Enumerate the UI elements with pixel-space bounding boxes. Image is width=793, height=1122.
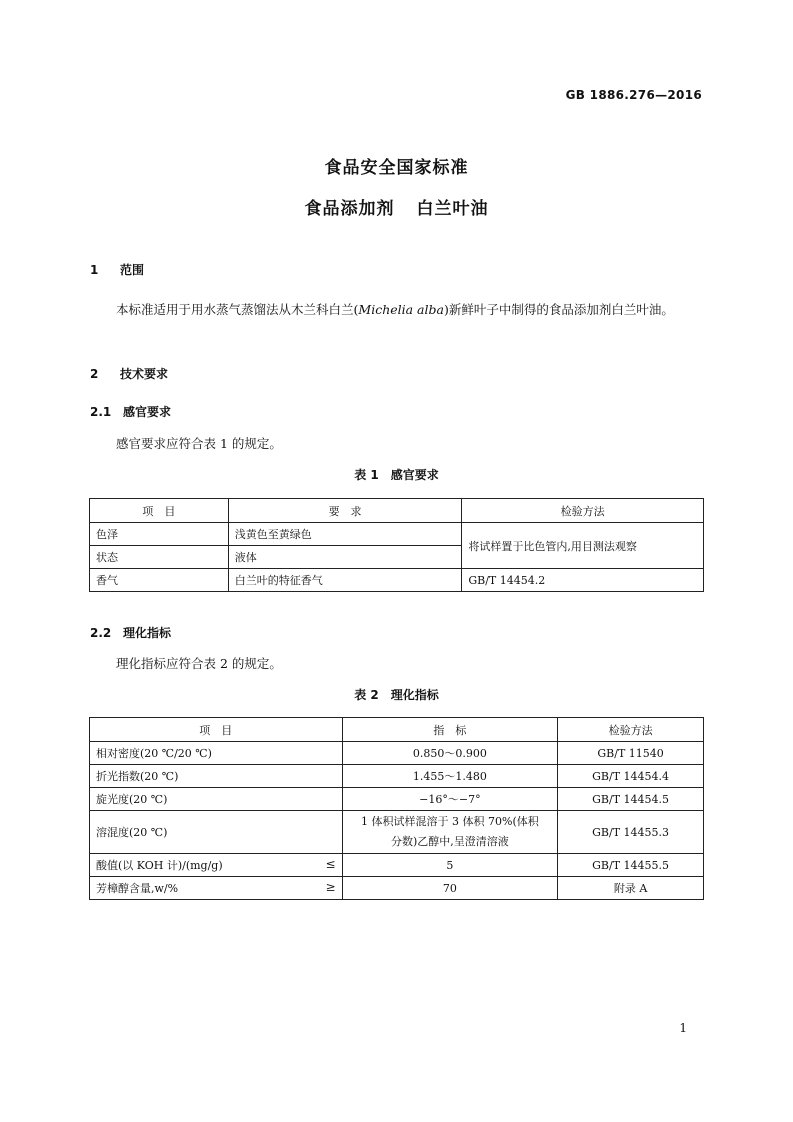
section-number: 2.2 <box>90 626 112 640</box>
table-row <box>90 877 704 900</box>
row-method-merged: 将试样置于比色管内,用目测法观察 <box>462 523 704 569</box>
section-title: 理化指标 <box>123 626 172 640</box>
section-2-1-text: 感官要求应符合表 1 的规定。 <box>116 436 282 451</box>
comparison-symbol: ≤ <box>325 857 336 871</box>
table-title: 理化指标 <box>390 688 439 702</box>
table-row <box>90 854 704 877</box>
row-requirement: 液体 <box>228 546 462 569</box>
physicochemical-table <box>89 717 704 900</box>
table-row <box>90 569 704 592</box>
row-method: GB/T 14455.3 <box>558 811 704 854</box>
table-2-caption <box>0 686 793 703</box>
section-number: 2.1 <box>90 405 112 419</box>
row-value <box>342 811 558 854</box>
table-row <box>90 523 704 546</box>
row-item: 色泽 <box>90 523 229 546</box>
section-2-2-text: 理化指标应符合表 2 的规定。 <box>116 656 282 671</box>
table-number: 表 2 <box>354 688 379 702</box>
row-item: 旋光度(20 ℃) <box>90 788 343 811</box>
section-title: 范围 <box>120 263 145 277</box>
scope-text-b: )新鲜叶子中制得的食品添加剂白兰叶油。 <box>443 302 674 317</box>
row-requirement: 浅黄色至黄绿色 <box>228 523 462 546</box>
header-requirement: 要 求 <box>228 499 462 523</box>
sensory-requirements-table <box>89 498 704 592</box>
scope-text-a: 本标准适用于用水蒸气蒸馏法从木兰科白兰( <box>116 302 359 317</box>
row-method: GB/T 14454.5 <box>558 788 704 811</box>
document-subtitle <box>0 194 793 219</box>
row-item-text: 芳樟醇含量,w/% <box>96 882 179 895</box>
row-item <box>90 877 343 900</box>
section-1-heading <box>90 261 144 278</box>
row-value: 0.850～0.900 <box>342 742 558 765</box>
latin-name: Michelia alba <box>358 302 444 317</box>
row-item <box>90 854 343 877</box>
header-method: 检验方法 <box>462 499 704 523</box>
row-requirement: 白兰叶的特征香气 <box>228 569 462 592</box>
standard-code: GB 1886.276—2016 <box>565 88 702 102</box>
table-row <box>90 765 704 788</box>
table-1-caption <box>0 466 793 483</box>
section-title: 感官要求 <box>123 405 172 419</box>
scope-paragraph <box>90 298 704 322</box>
table-row <box>90 788 704 811</box>
row-method: GB/T 14454.4 <box>558 765 704 788</box>
row-item: 状态 <box>90 546 229 569</box>
header-item: 项 目 <box>90 718 343 742</box>
header-index: 指 标 <box>342 718 558 742</box>
row-item-text: 酸值(以 KOH 计)/(mg/g) <box>96 859 223 872</box>
section-title: 技术要求 <box>120 367 169 381</box>
subtitle-part-1: 食品添加剂 <box>304 199 395 219</box>
row-method: GB/T 14455.5 <box>558 854 704 877</box>
section-2-1-heading <box>90 403 171 420</box>
row-value: 70 <box>342 877 558 900</box>
section-number: 2 <box>90 367 99 381</box>
row-item: 溶混度(20 ℃) <box>90 811 343 854</box>
document-title: 食品安全国家标准 <box>324 158 469 178</box>
row-method: GB/T 11540 <box>558 742 704 765</box>
row-value: 5 <box>342 854 558 877</box>
table-title: 感官要求 <box>390 468 439 482</box>
table-number: 表 1 <box>354 468 379 482</box>
section-2-heading <box>90 365 168 382</box>
section-number: 1 <box>90 263 99 277</box>
row-method: 附录 A <box>558 877 704 900</box>
table-row <box>90 742 704 765</box>
comparison-symbol: ≥ <box>325 880 336 894</box>
header-method: 检验方法 <box>558 718 704 742</box>
row-value: 1.455～1.480 <box>342 765 558 788</box>
row-value-line-2: 分数)乙醇中,呈澄清溶液 <box>390 835 509 848</box>
row-value-line-1: 1 体积试样混溶于 3 体积 70%(体积 <box>361 815 539 828</box>
header-item: 项 目 <box>90 499 229 523</box>
table-row <box>90 811 704 854</box>
section-2-2-heading <box>90 624 171 641</box>
row-method: GB/T 14454.2 <box>462 569 704 592</box>
row-value: −16°～−7° <box>342 788 558 811</box>
row-item: 折光指数(20 ℃) <box>90 765 343 788</box>
row-item: 香气 <box>90 569 229 592</box>
page-number: 1 <box>679 1021 687 1035</box>
row-item: 相对密度(20 ℃/20 ℃) <box>90 742 343 765</box>
table-header-row <box>90 718 704 742</box>
subtitle-part-2: 白兰叶油 <box>416 199 489 219</box>
table-header-row <box>90 499 704 523</box>
